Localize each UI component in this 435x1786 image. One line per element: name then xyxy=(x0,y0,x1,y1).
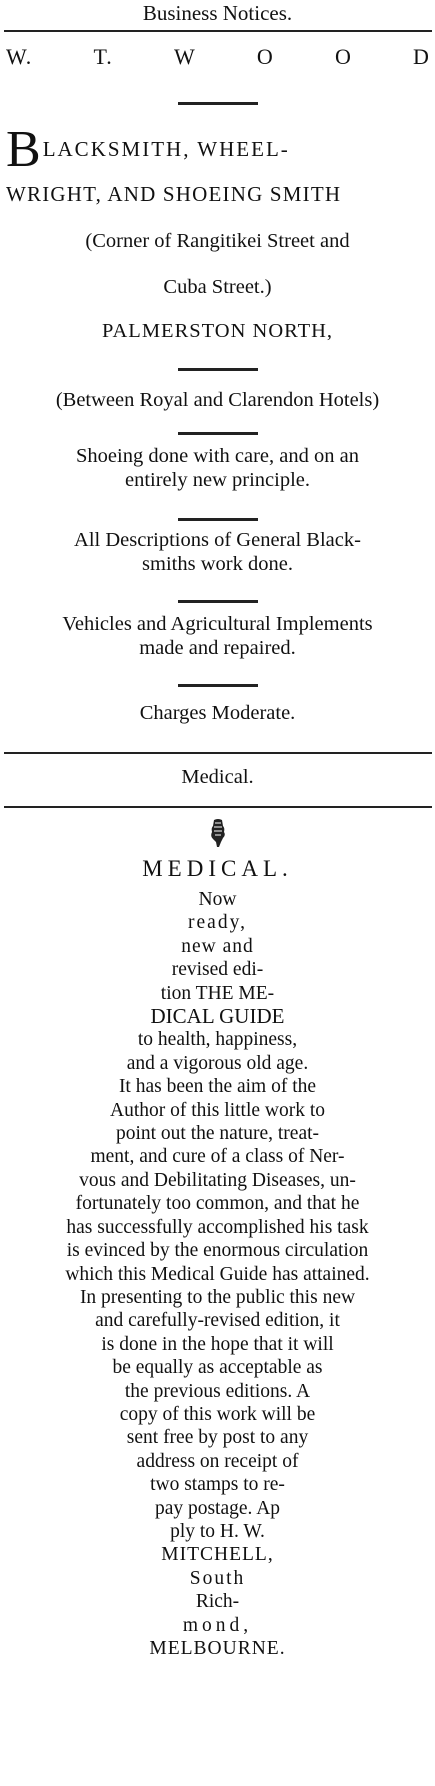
notice-line: Vehicles and Agricultural Implements xyxy=(62,613,373,635)
text-line: is done in the hope that it will xyxy=(101,1333,334,1355)
name-letter: W xyxy=(173,44,196,69)
text-line: ply to H. W. xyxy=(170,1520,265,1542)
text-line: ready, xyxy=(188,912,247,934)
text-line: and a vigorous old age. xyxy=(126,1052,309,1074)
notice-line: All Descriptions of General Black- xyxy=(74,529,361,551)
text-line: fortunately too common, and that he xyxy=(75,1193,360,1215)
pointing-hand-icon xyxy=(207,818,229,848)
trade-line-1-text: LACKSMITH, WHEEL- xyxy=(42,137,290,161)
text-line: new and xyxy=(181,935,254,957)
divider-rule xyxy=(4,752,432,754)
trade-line-1 xyxy=(6,121,432,178)
text-line: sent free by post to any xyxy=(126,1427,309,1449)
short-rule xyxy=(178,684,258,687)
text-line: It has been the aim of the xyxy=(118,1076,317,1098)
short-rule xyxy=(178,600,258,603)
drop-cap-initial: B xyxy=(6,121,43,178)
text-line: to health, happiness, xyxy=(137,1029,298,1051)
medical-heading: MEDICAL. xyxy=(142,856,293,881)
text-line: vous and Debilitating Diseases, un- xyxy=(79,1169,356,1191)
notice-shoeing xyxy=(0,444,435,492)
text-line: ment, and cure of a class of Ner- xyxy=(90,1146,345,1168)
text-line: tion THE ME- xyxy=(160,982,275,1004)
text-line: copy of this work will be xyxy=(119,1403,316,1425)
text-line: has successfully accomplished his task xyxy=(66,1216,369,1238)
text-line: point out the nature, treat- xyxy=(115,1123,320,1145)
short-rule xyxy=(178,518,258,521)
town-line: PALMERSTON NORTH, xyxy=(101,320,334,342)
short-rule xyxy=(178,432,258,435)
text-line: which this Medical Guide has attained. xyxy=(65,1263,370,1285)
short-rule xyxy=(178,102,258,105)
section-header-medical: Medical. xyxy=(181,766,254,788)
text-line: and carefully-revised edition, it xyxy=(95,1310,340,1332)
text-line: In presenting to the public this new xyxy=(79,1286,356,1308)
notice-line: entirely new principle. xyxy=(124,469,310,491)
name-letter: W. xyxy=(6,44,33,69)
text-line: South xyxy=(189,1567,246,1589)
divider-rule xyxy=(4,806,432,808)
text-line: MELBOURNE. xyxy=(149,1638,286,1659)
divider-rule xyxy=(4,30,432,32)
notice-line: Shoeing done with care, and on an xyxy=(76,445,359,467)
notice-vehicles xyxy=(0,612,435,660)
trade-line-2: WRIGHT, AND SHOEING SMITH xyxy=(6,182,342,206)
text-line: Now xyxy=(198,889,237,910)
text-line: is evinced by the enormous circulation xyxy=(66,1240,369,1262)
notice-descriptions xyxy=(0,528,435,576)
name-letter: O xyxy=(334,44,352,69)
pointing-hand-icon-wrap xyxy=(0,818,435,853)
text-line: Rich- xyxy=(195,1591,240,1613)
text-line: pay postage. Ap xyxy=(154,1497,281,1519)
text-line: be equally as acceptable as xyxy=(112,1357,323,1379)
text-line: MITCHELL, xyxy=(161,1544,274,1566)
medical-guide-text xyxy=(0,888,435,1660)
text-line: address on receipt of xyxy=(136,1450,299,1472)
advert-name-wood xyxy=(6,44,430,74)
notice-line: made and repaired. xyxy=(139,637,296,659)
name-letter: T. xyxy=(93,44,113,69)
text-line: two stamps to re- xyxy=(150,1474,285,1496)
text-line: mond, xyxy=(182,1614,253,1636)
short-rule xyxy=(178,368,258,371)
name-letter: O xyxy=(256,44,274,69)
text-line: DICAL GUIDE xyxy=(150,1004,285,1029)
section-header-business-notices: Business Notices. xyxy=(142,1,293,25)
text-line: the previous editions. A xyxy=(124,1380,311,1402)
text-line: revised edi- xyxy=(171,959,264,981)
location-line: (Between Royal and Clarendon Hotels) xyxy=(55,389,380,411)
notice-charges: Charges Moderate. xyxy=(139,702,296,724)
address-line-1: (Corner of Rangitikei Street and xyxy=(85,230,350,252)
text-line: Author of this little work to xyxy=(109,1099,326,1121)
notice-line: smiths work done. xyxy=(142,553,293,575)
name-letter: D xyxy=(413,44,430,69)
address-line-2: Cuba Street.) xyxy=(163,276,272,298)
